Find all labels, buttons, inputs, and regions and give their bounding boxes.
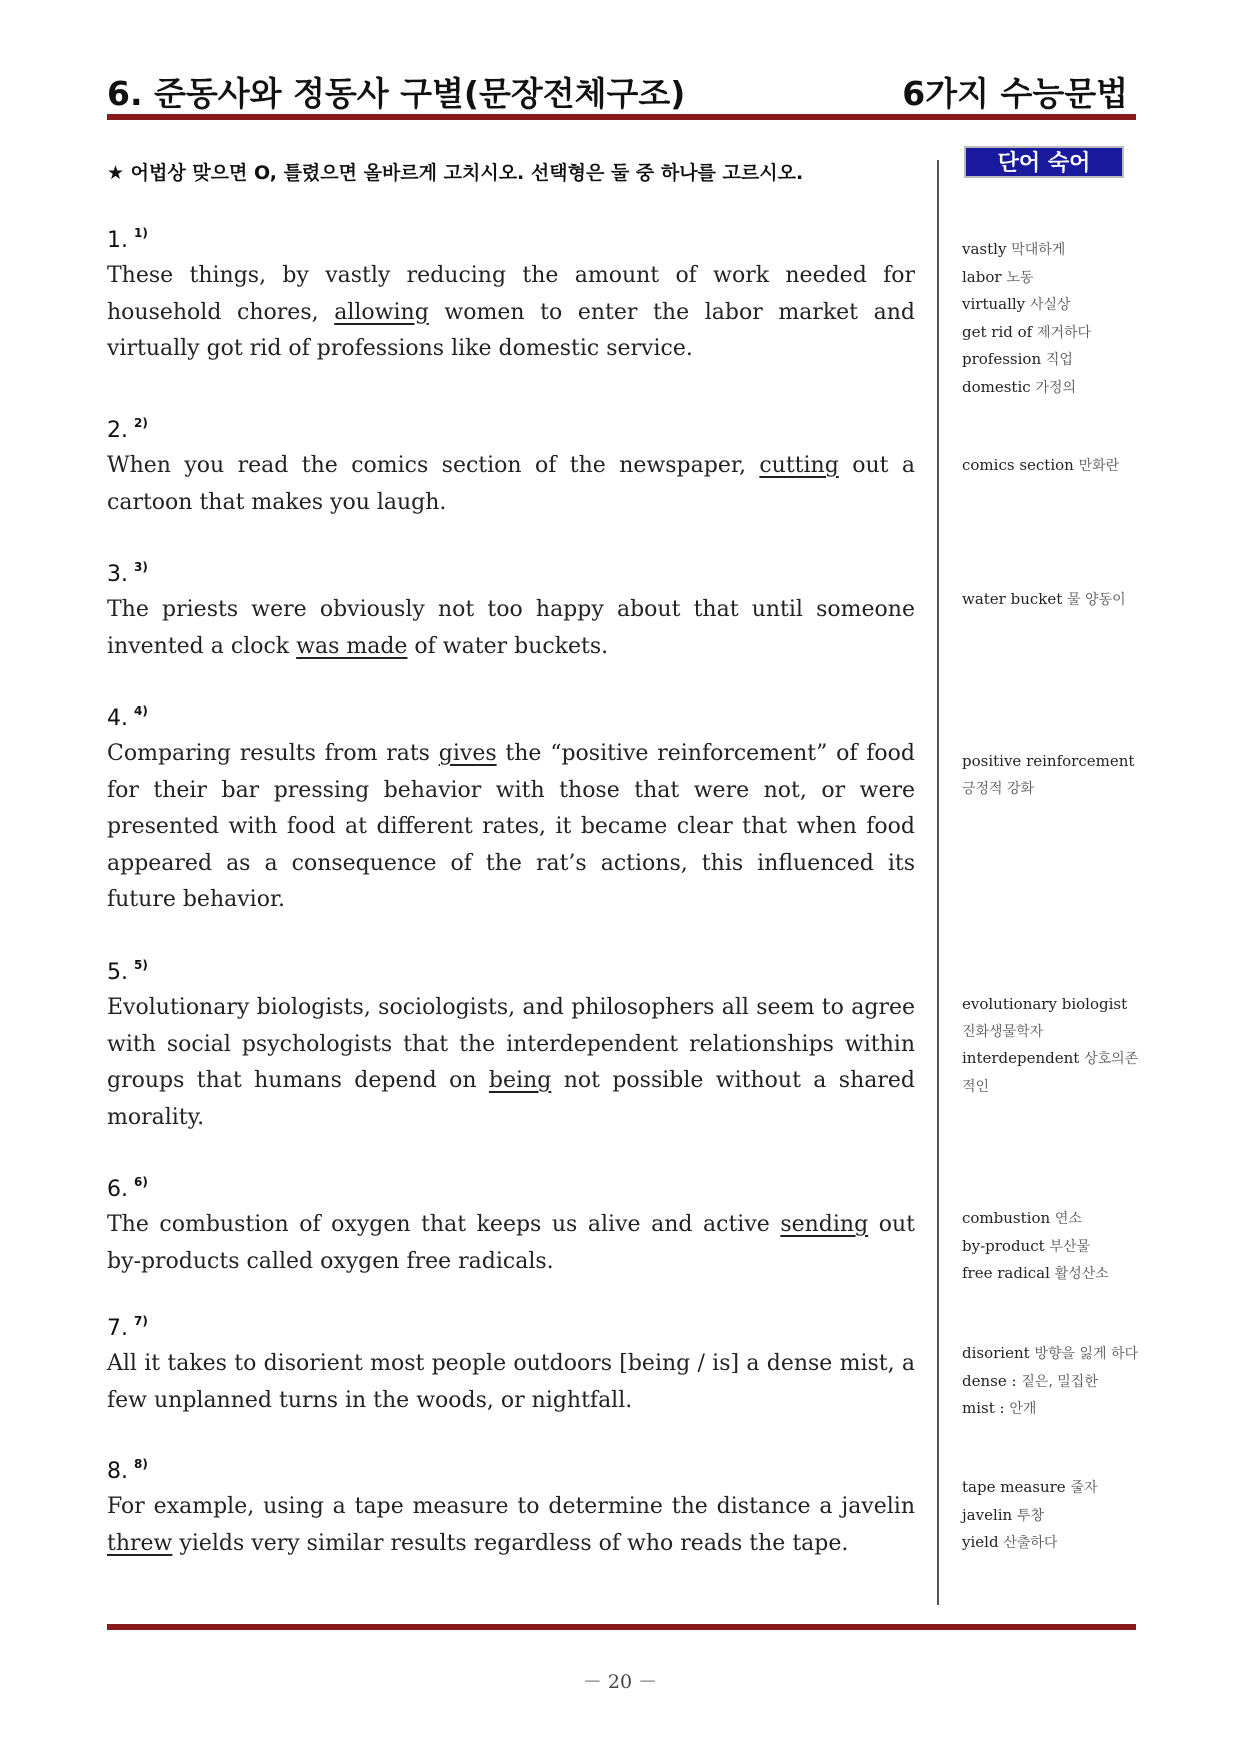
- underlined-word: being: [488, 1068, 552, 1093]
- question-text: All it takes to disorient most people outdoors [being / is] a dense mist, a few unplanned turns in the woods, or nightfall.: [107, 1351, 915, 1413]
- column-divider: [937, 160, 939, 1605]
- vocab-group-1: [962, 236, 1140, 401]
- question-number: 4. $^{4)}$: [107, 704, 148, 731]
- vocab-group-3: [962, 586, 1147, 614]
- question-8: [107, 1449, 915, 1562]
- book-title: 6가지 수능문법: [902, 74, 1128, 113]
- question-4: [107, 696, 915, 919]
- vocab-item: by-product 부산물: [962, 1236, 1090, 1255]
- vocab-item: positive reinforcement 긍정적 강화: [962, 752, 1135, 797]
- vocab-item: evolutionary biologist 진화생물학자: [962, 995, 1128, 1040]
- question-number: 5. $^{5)}$: [107, 958, 148, 985]
- vocab-heading: 단어 숙어: [964, 146, 1124, 178]
- vocab-item: free radical 활성산소: [962, 1264, 1109, 1282]
- question-3: [107, 552, 915, 665]
- underlined-word: cutting: [759, 453, 839, 478]
- footer-divider: [107, 1624, 1136, 1630]
- underlined-word: was made: [296, 633, 408, 659]
- question-number: 8. $^{8)}$: [107, 1457, 148, 1484]
- vocab-item: get rid of 제거하다: [962, 322, 1092, 341]
- question-number: 2. $^{2)}$: [107, 416, 148, 443]
- question-7: [107, 1306, 915, 1419]
- vocab-item: interdependent 상호의존적인: [962, 1049, 1139, 1095]
- instruction-text: ★ 어법상 맞으면 O, 틀렸으면 올바르게 고치시오. 선택형은 둘 중 하나를 고르시오.: [107, 162, 804, 184]
- vocab-group-4: [962, 748, 1140, 802]
- question-2: [107, 408, 915, 521]
- vocab-item: labor 노동: [962, 267, 1034, 286]
- question-number: 6. $^{6)}$: [107, 1175, 148, 1202]
- question-text: Evolutionary biologists, sociologists, and philosophers all seem to agree with social psychologists that the interdependent relationships within groups that humans depend on being not possible without a shared morality.: [107, 995, 916, 1130]
- vocab-item: javelin 투창: [962, 1505, 1045, 1524]
- question-text: Comparing results from rats gives the “positive reinforcement” of food for their bar pressing behavior with those that were not, or were presented with food at different rates, it became clear that when food appeared as a consequence of the rat’s actions, this influenced its future behavior.: [107, 741, 916, 912]
- underlined-word: threw: [107, 1530, 173, 1556]
- question-number: 7. $^{7)}$: [107, 1314, 148, 1341]
- question-number: 1. $^{1)}$: [107, 226, 148, 253]
- chapter-title: 6. 준동사와 정동사 구별(문장전체구조): [107, 74, 686, 113]
- vocab-item: vastly 막대하게: [962, 240, 1066, 258]
- vocab-group-7: [962, 1340, 1147, 1423]
- vocab-group-5: [962, 991, 1140, 1100]
- vocab-item: combustion 연소: [962, 1209, 1082, 1227]
- vocab-item: virtually 사실상: [962, 295, 1071, 313]
- header-divider: [107, 114, 1136, 120]
- vocab-item: tape measure 줄자: [962, 1478, 1098, 1496]
- page-number: － 20 －: [582, 1671, 658, 1693]
- question-1: [107, 218, 915, 368]
- vocab-item: disorient 방향을 잃게 하다: [962, 1344, 1139, 1362]
- vocab-group-8: [962, 1474, 1140, 1557]
- underlined-word: allowing: [334, 299, 429, 325]
- underlined-word: gives: [438, 741, 497, 766]
- vocab-item: dense : 짙은, 밀집한: [962, 1371, 1098, 1390]
- vocab-group-2: [962, 452, 1140, 480]
- question-text: The priests were obviously not too happy about that until someone invented a clock was made of water buckets.: [107, 597, 915, 659]
- question-number: 3. $^{3)}$: [107, 560, 148, 587]
- question-6: [107, 1167, 915, 1280]
- question-text: The combustion of oxygen that keeps us alive and active sending out by-products called oxygen free radicals.: [107, 1212, 915, 1274]
- question-text: For example, using a tape measure to determine the distance a javelin threw yields very similar results regardless of who reads the tape.: [107, 1494, 915, 1556]
- question-5: [107, 950, 915, 1136]
- question-text: These things, by vastly reducing the amount of work needed for household chores, allowing women to enter the labor market and virtually got rid of professions like domestic service.: [107, 263, 916, 361]
- vocab-item: water bucket 물 양동이: [962, 590, 1126, 608]
- vocab-item: profession 직업: [962, 350, 1073, 368]
- vocab-item: domestic 가정의: [962, 377, 1077, 396]
- page-header: [107, 58, 1136, 120]
- vocab-item: comics section 만화란: [962, 456, 1120, 474]
- vocab-group-6: [962, 1205, 1140, 1288]
- underlined-word: sending: [780, 1212, 869, 1237]
- vocab-item: yield 산출하다: [962, 1533, 1058, 1551]
- question-text: When you read the comics section of the newspaper, cutting out a cartoon that makes you laugh.: [107, 453, 915, 515]
- vocab-item: mist : 안개: [962, 1399, 1037, 1417]
